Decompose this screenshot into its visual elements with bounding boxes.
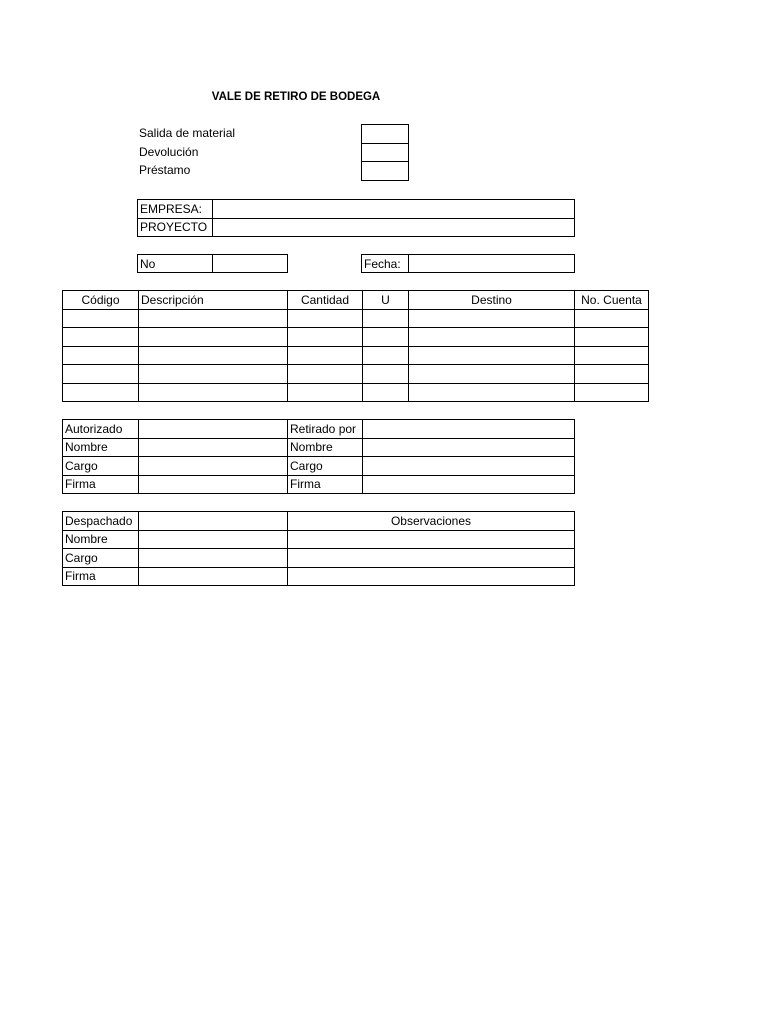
despachado-nombre-field [139, 530, 288, 549]
empresa-field [213, 200, 575, 219]
table-row [63, 365, 649, 384]
proyecto-label: PROYECTO [138, 218, 213, 237]
item-cell-unidad [363, 309, 409, 328]
item-cell-descripcion [139, 365, 288, 384]
empresa-label: EMPRESA: [138, 200, 213, 219]
item-cell-destino [409, 346, 575, 365]
checkbox-salida-de-material [362, 125, 409, 144]
table-row [63, 567, 575, 586]
despachado-firma-label: Firma [63, 567, 139, 586]
item-cell-cantidad [288, 328, 363, 347]
table-row [63, 346, 649, 365]
item-cell-destino [409, 365, 575, 384]
despachado-field [139, 512, 288, 531]
item-cell-unidad [363, 328, 409, 347]
column-header-unidad: U [363, 291, 409, 310]
item-cell-destino [409, 328, 575, 347]
despachado-nombre-label: Nombre [63, 530, 139, 549]
item-cell-cantidad [288, 365, 363, 384]
column-header-codigo: Código [63, 291, 139, 310]
table-row [63, 420, 575, 439]
items-table [62, 290, 649, 402]
movement-type-label-devolucion: Devolución [139, 144, 199, 159]
autorizado-firma-field [139, 475, 288, 494]
proyecto-field [213, 218, 575, 237]
observaciones-line [288, 549, 575, 568]
item-cell-destino [409, 383, 575, 402]
item-cell-descripcion [139, 346, 288, 365]
item-cell-no-cuenta [575, 309, 649, 328]
number-label: No [138, 255, 213, 273]
number-field [213, 255, 288, 273]
retirado-nombre-field [363, 438, 575, 457]
item-cell-codigo [63, 309, 139, 328]
movement-type-checkboxes [361, 124, 409, 181]
autorizado-nombre-field [139, 438, 288, 457]
item-cell-codigo [63, 365, 139, 384]
retirado-nombre-label: Nombre [288, 438, 363, 457]
item-cell-no-cuenta [575, 346, 649, 365]
date-field [409, 255, 575, 273]
observaciones-line [288, 567, 575, 586]
table-row [63, 309, 649, 328]
item-cell-unidad [363, 383, 409, 402]
despachado-cargo-label: Cargo [63, 549, 139, 568]
retirado-por-label: Retirado por [288, 420, 363, 439]
despachado-label: Despachado [63, 512, 139, 531]
table-row [63, 438, 575, 457]
dispatch-table [62, 511, 575, 586]
item-cell-no-cuenta [575, 328, 649, 347]
observaciones-header: Observaciones [288, 512, 575, 531]
movement-type-label-salida: Salida de material [139, 126, 236, 140]
item-cell-cantidad [288, 383, 363, 402]
table-row [63, 383, 649, 402]
column-header-destino: Destino [409, 291, 575, 310]
table-row [63, 530, 575, 549]
table-row [63, 549, 575, 568]
movement-type-label-prestamo: Préstamo [139, 163, 191, 178]
column-header-cantidad: Cantidad [288, 291, 363, 310]
date-label: Fecha: [362, 255, 409, 273]
despachado-cargo-field [139, 549, 288, 568]
retirado-firma-field [363, 475, 575, 494]
retirado-firma-label: Firma [288, 475, 363, 494]
checkbox-prestamo [362, 162, 409, 181]
retirado-por-field [363, 420, 575, 439]
autorizado-label: Autorizado [63, 420, 139, 439]
retirado-cargo-field [363, 457, 575, 476]
autorizado-cargo-field [139, 457, 288, 476]
table-row [63, 475, 575, 494]
checkbox-devolucion [362, 143, 409, 162]
column-header-descripcion: Descripción [139, 291, 288, 310]
item-cell-cantidad [288, 346, 363, 365]
autorizado-nombre-label: Nombre [63, 438, 139, 457]
despachado-firma-field [139, 567, 288, 586]
movement-type-labels [137, 124, 347, 180]
item-cell-destino [409, 309, 575, 328]
item-cell-descripcion [139, 383, 288, 402]
retirado-cargo-label: Cargo [288, 457, 363, 476]
item-cell-no-cuenta [575, 383, 649, 402]
authorization-table [62, 419, 575, 494]
company-project-table [137, 199, 575, 237]
form-title: VALE DE RETIRO DE BODEGA [211, 91, 381, 103]
table-row [63, 328, 649, 347]
item-cell-no-cuenta [575, 365, 649, 384]
item-cell-codigo [63, 383, 139, 402]
item-cell-descripcion [139, 328, 288, 347]
autorizado-field [139, 420, 288, 439]
item-cell-cantidad [288, 309, 363, 328]
column-header-no-cuenta: No. Cuenta [575, 291, 649, 310]
table-row [63, 457, 575, 476]
item-cell-codigo [63, 346, 139, 365]
observaciones-line [288, 530, 575, 549]
item-cell-unidad [363, 365, 409, 384]
date-table [361, 254, 575, 273]
item-cell-unidad [363, 346, 409, 365]
number-table [137, 254, 288, 273]
items-header-row [63, 291, 649, 310]
table-row [63, 512, 575, 531]
item-cell-descripcion [139, 309, 288, 328]
autorizado-firma-label: Firma [63, 475, 139, 494]
item-cell-codigo [63, 328, 139, 347]
autorizado-cargo-label: Cargo [63, 457, 139, 476]
